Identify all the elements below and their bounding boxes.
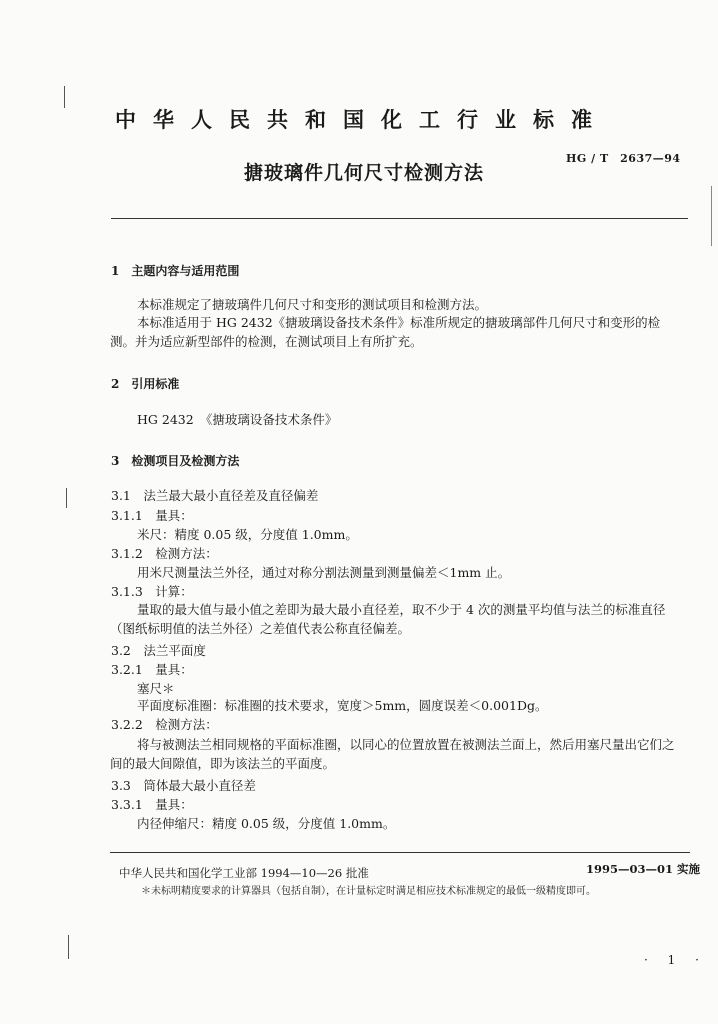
body-text: 将与被测法兰相同规格的平面标准圈，以同心的位置放置在被测法兰面上，然后用塞尺量出它们之 bbox=[137, 737, 675, 752]
page-number: · 1 · bbox=[644, 953, 707, 967]
body-text: 塞尺＊ bbox=[137, 681, 175, 696]
section-1-paragraph: 测。并为适应新型部件的检测，在测试项目上有所扩充。 bbox=[110, 334, 423, 349]
standard-code: HG / T 2637—94 bbox=[566, 152, 681, 165]
body-text: （图纸标明值的法兰外径）之差值代表公称直径偏差。 bbox=[110, 621, 411, 636]
body-text: 米尺：精度 0.05 级，分度值 1.0mm。 bbox=[137, 527, 358, 542]
subsection-heading: 3.1.3 计算： bbox=[111, 584, 193, 599]
body-text: 间的最大间隙值，即为该法兰的平面度。 bbox=[110, 756, 336, 771]
section-1-paragraph: 本标准适用于 HG 2432《搪玻璃设备技术条件》标准所规定的搪玻璃部件几何尺寸和变形的检 bbox=[137, 315, 661, 330]
subsection-heading: 3.1.1 量具： bbox=[111, 508, 193, 523]
section-1-paragraph: 本标准规定了搪玻璃件几何尺寸和变形的测试项目和检测方法。 bbox=[137, 297, 488, 312]
reference-standard: HG 2432 《搪玻璃设备技术条件》 bbox=[137, 412, 338, 427]
scan-mark bbox=[68, 935, 69, 959]
effective-date: 1995—03—01 实施 bbox=[586, 862, 701, 876]
footnote: ＊未标明精度要求的计算器具（包括自制），在计量标定时满足相应技术标准规定的最低一级精度即可。 bbox=[141, 886, 596, 897]
section-2-heading: 2 引用标准 bbox=[111, 377, 180, 391]
subsection-heading: 3.2.1 量具： bbox=[111, 662, 193, 677]
subsection-heading: 3.1 法兰最大最小直径差及直径偏差 bbox=[111, 488, 319, 503]
approval-line: 中华人民共和国化学工业部 1994—10—26 批准 bbox=[119, 866, 369, 880]
scan-mark bbox=[711, 186, 712, 246]
subsection-heading: 3.2.2 检测方法： bbox=[111, 717, 218, 732]
standard-type-heading: 中华人民共和国化工行业标准 bbox=[115, 107, 609, 132]
section-3-heading: 3 检测项目及检测方法 bbox=[111, 454, 240, 468]
subsection-heading: 3.3 筒体最大最小直径差 bbox=[111, 778, 256, 793]
subsection-heading: 3.2 法兰平面度 bbox=[111, 643, 206, 658]
scan-mark bbox=[66, 488, 67, 508]
body-text: 内径伸缩尺：精度 0.05 级，分度值 1.0mm。 bbox=[137, 816, 396, 831]
section-1-heading: 1 主题内容与适用范围 bbox=[111, 264, 240, 278]
footer-rule bbox=[110, 852, 690, 853]
subsection-heading: 3.1.2 检测方法： bbox=[111, 546, 218, 561]
body-text: 用米尺测量法兰外径，通过对称分割法测量到测量偏差＜1mm 止。 bbox=[137, 565, 511, 580]
body-text: 平面度标准圈：标准圈的技术要求，宽度＞5mm，圆度误差＜0.001Dg。 bbox=[137, 698, 548, 713]
body-text: 量取的最大值与最小值之差即为最大最小直径差，取不少于 4 次的测量平均值与法兰的标准直径 bbox=[137, 602, 666, 617]
subsection-heading: 3.3.1 量具： bbox=[111, 797, 193, 812]
document-title: 搪玻璃件几何尺寸检测方法 bbox=[244, 162, 485, 184]
header-rule bbox=[111, 218, 688, 219]
